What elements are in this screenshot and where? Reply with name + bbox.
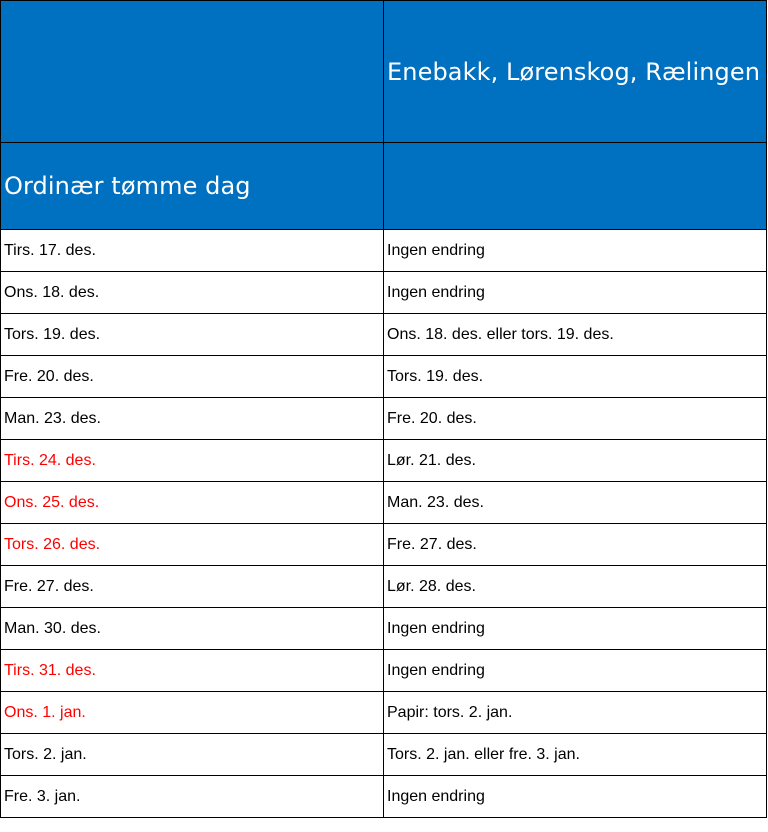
ordinary-day-cell: Tirs. 31. des. xyxy=(1,650,384,692)
changed-day-cell: Man. 23. des. xyxy=(384,482,767,524)
changed-day-cell: Lør. 28. des. xyxy=(384,566,767,608)
ordinary-day-cell: Fre. 20. des. xyxy=(1,356,384,398)
table-row xyxy=(1,482,767,524)
table-row xyxy=(1,692,767,734)
table-row xyxy=(1,734,767,776)
changed-day-cell: Tors. 2. jan. eller fre. 3. jan. xyxy=(384,734,767,776)
changed-day-cell: Lør. 21. des. xyxy=(384,440,767,482)
table-row xyxy=(1,524,767,566)
schedule-rows xyxy=(1,230,767,818)
changed-day-cell: Fre. 27. des. xyxy=(384,524,767,566)
changed-day-cell: Ingen endring xyxy=(384,608,767,650)
ordinary-day-cell: Tirs. 24. des. xyxy=(1,440,384,482)
ordinary-day-header: Ordinær tømme dag xyxy=(4,172,251,200)
changed-day-cell: Ingen endring xyxy=(384,650,767,692)
ordinary-day-cell: Tors. 19. des. xyxy=(1,314,384,356)
ordinary-day-cell: Ons. 1. jan. xyxy=(1,692,384,734)
header-row-bottom xyxy=(1,143,767,230)
municipality-header: Enebakk, Lørenskog, Rælingen xyxy=(387,57,761,86)
ordinary-day-cell: Tors. 2. jan. xyxy=(1,734,384,776)
header-row-top xyxy=(1,1,767,143)
table-row xyxy=(1,566,767,608)
ordinary-day-header-cell xyxy=(1,143,384,230)
changed-day-cell: Fre. 20. des. xyxy=(384,398,767,440)
changed-day-cell: Tors. 19. des. xyxy=(384,356,767,398)
table-row xyxy=(1,272,767,314)
changed-day-cell: Ons. 18. des. eller tors. 19. des. xyxy=(384,314,767,356)
table-row xyxy=(1,230,767,272)
ordinary-day-cell: Tirs. 17. des. xyxy=(1,230,384,272)
header-empty-cell xyxy=(1,1,384,143)
table-row xyxy=(1,398,767,440)
ordinary-day-cell: Fre. 27. des. xyxy=(1,566,384,608)
changed-day-cell: Ingen endring xyxy=(384,776,767,818)
ordinary-day-cell: Fre. 3. jan. xyxy=(1,776,384,818)
ordinary-day-cell: Tors. 26. des. xyxy=(1,524,384,566)
table-row xyxy=(1,776,767,818)
table-row xyxy=(1,440,767,482)
changed-day-cell: Ingen endring xyxy=(384,230,767,272)
ordinary-day-cell: Ons. 18. des. xyxy=(1,272,384,314)
table-row xyxy=(1,608,767,650)
ordinary-day-cell: Ons. 25. des. xyxy=(1,482,384,524)
changed-day-cell: Papir: tors. 2. jan. xyxy=(384,692,767,734)
table-row xyxy=(1,650,767,692)
municipality-header-cell xyxy=(384,1,767,143)
changed-day-cell: Ingen endring xyxy=(384,272,767,314)
table-row xyxy=(1,356,767,398)
header-empty-cell xyxy=(384,143,767,230)
table-row xyxy=(1,314,767,356)
ordinary-day-cell: Man. 30. des. xyxy=(1,608,384,650)
ordinary-day-cell: Man. 23. des. xyxy=(1,398,384,440)
